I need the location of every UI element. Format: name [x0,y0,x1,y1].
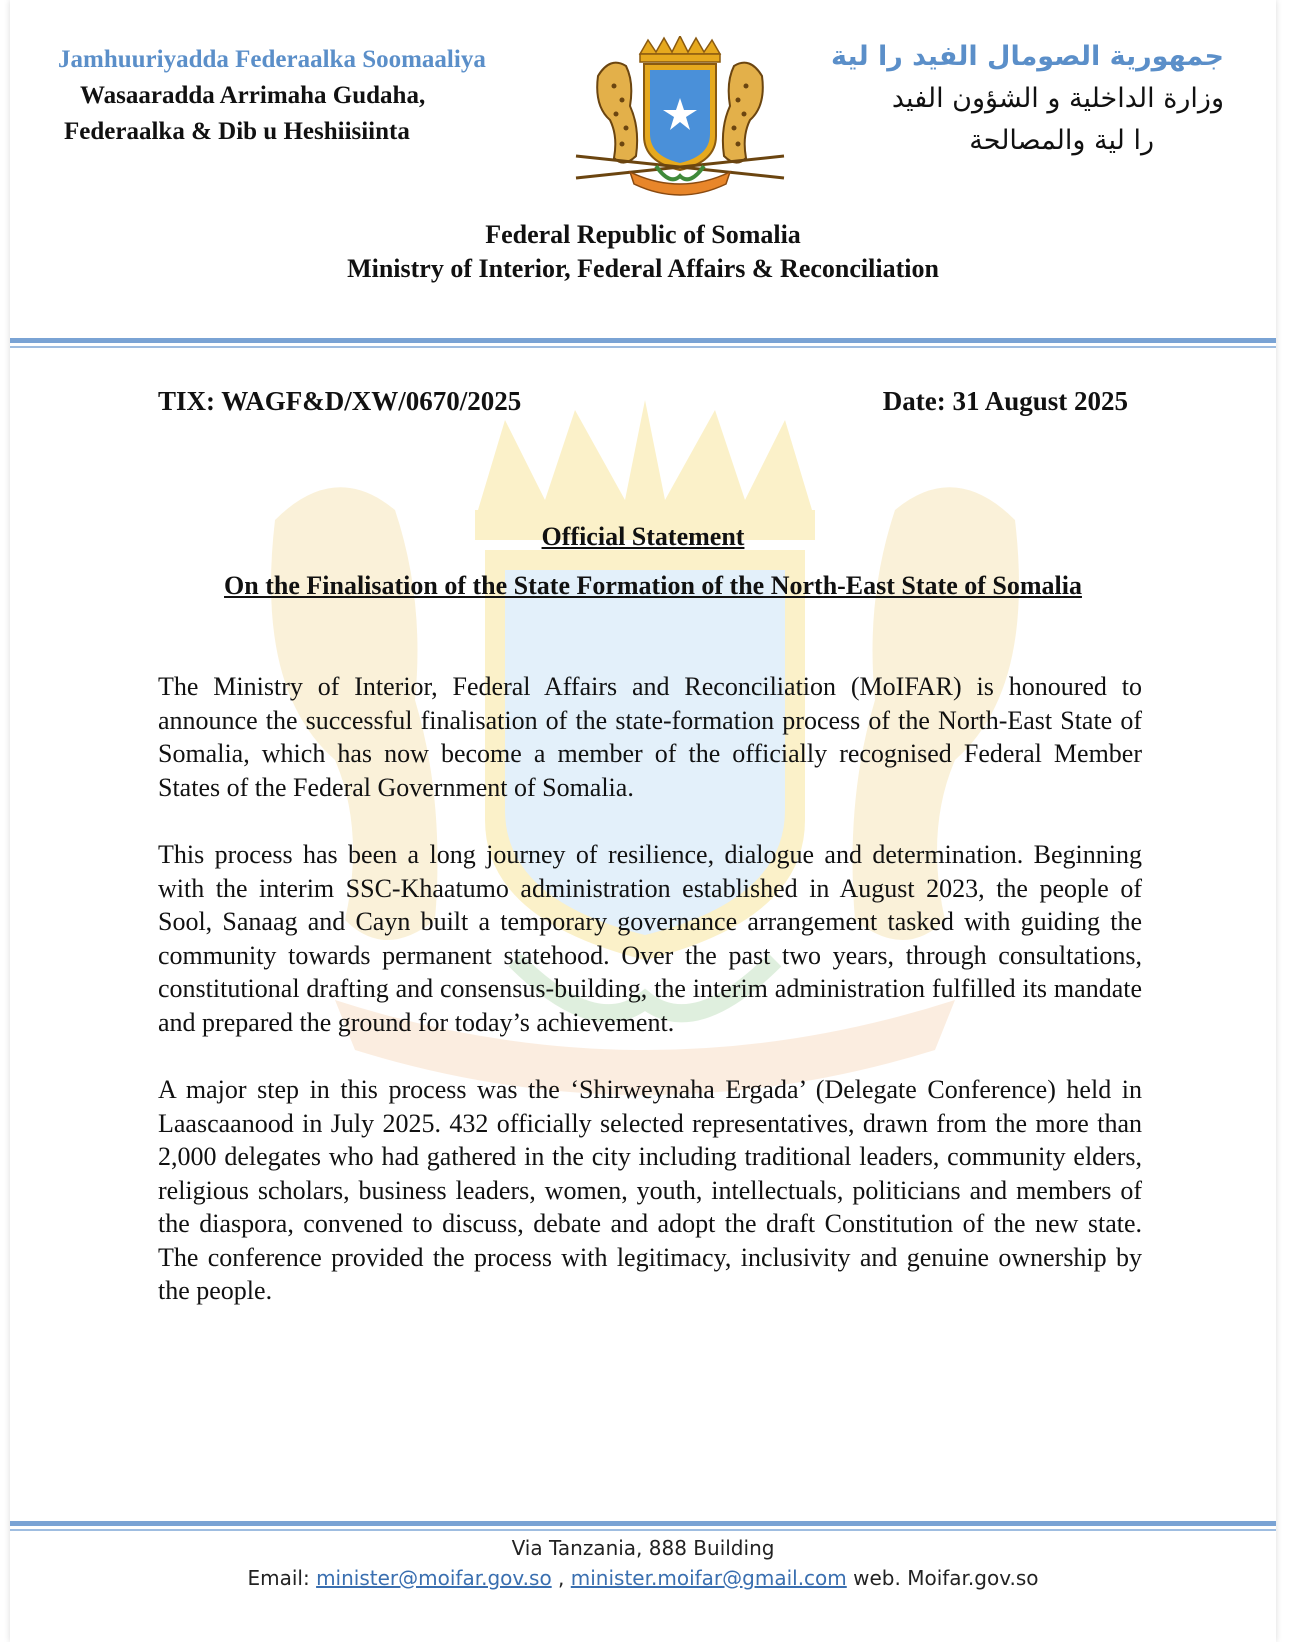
somalia-coat-of-arms-icon [570,36,790,206]
arabic-republic-name: جمهورية الصومال الفيد را لية [831,41,1224,72]
statement-heading: Official Statement [541,522,745,551]
somali-ministry-line1: Wasaaradda Arrimaha Gudaha, [80,82,426,109]
footer-divider-thin [10,1529,1276,1531]
somali-letterhead [50,42,570,150]
arabic-ministry-line1: وزارة الداخلية و الشؤون الفيد [891,83,1224,114]
header-divider [10,338,1276,343]
email-label: Email: [247,1566,310,1590]
statement-subheading: On the Finalisation of the State Formation of the North-East State of Somalia [224,571,1082,600]
paragraph: The Ministry of Interior, Federal Affairs and Reconciliation (MoIFAR) is honoured to announce the successful finalisation of the state-formation process of the North-East State of Somalia, which has now become a member of the officially recognised Federal Member States of the Federal Government of Somalia. [158,672,1142,802]
somali-ministry-line2: Federaalka & Dib u Heshiisiinta [64,118,410,145]
reference-row [158,386,1128,417]
english-ministry-name: Ministry of Interior, Federal Affairs & Reconciliation [347,254,939,283]
footer [10,1533,1276,1593]
email-separator: , [558,1566,565,1590]
footer-divider [10,1521,1276,1526]
paragraph: A major step in this process was the ‘Shirweynaha Ergada’ (Delegate Conference) held in Laascaanood in July 2025. 432 officially selected representatives, drawn from the more than 2,000 delegates who had gathered in the city including traditional leaders, community elders, religious scholars, business leaders, women, youth, intellectuals, politicians and members of the diaspora, convened to discuss, debate and adopt the draft Constitution of the new state. The conference provided the process with legitimacy, inclusivity and genuine ownership by the people. [158,1075,1142,1305]
statement-body [158,670,1142,1342]
statement-title [10,522,1276,601]
arabic-letterhead [824,36,1224,162]
footer-address: Via Tanzania, 888 Building [511,1536,775,1560]
email-link-primary[interactable]: minister@moifar.gov.so [316,1566,552,1590]
english-republic-name: Federal Republic of Somalia [485,220,801,249]
website-text: web. Moifar.gov.so [853,1566,1039,1590]
letter-page [10,0,1276,1642]
somali-republic-name: Jamhuuriyadda Federaalka Soomaaliya [58,46,486,73]
paragraph: This process has been a long journey of resilience, dialogue and determination. Beginning with the interim SSC-Khaatumo administration established in August 2023, the people of Sool, Sanaag and Cayn built a temporary governance arrangement tasked with guiding the community towards permanent statehood. Over the past two years, through consultations, constitutional drafting and consensus-building, the interim administration fulfilled its mandate and prepared the ground for today’s achievement. [158,840,1142,1037]
email-link-secondary[interactable]: minister.moifar@gmail.com [570,1566,847,1590]
english-letterhead [10,218,1276,286]
reference-number: TIX: WAGF&D/XW/0670/2025 [158,386,522,416]
document-date: Date: 31 August 2025 [882,386,1128,416]
header-divider-thin [10,346,1276,348]
footer-contact [10,1563,1276,1593]
arabic-ministry-line2: را لية والمصالحة [969,125,1154,156]
